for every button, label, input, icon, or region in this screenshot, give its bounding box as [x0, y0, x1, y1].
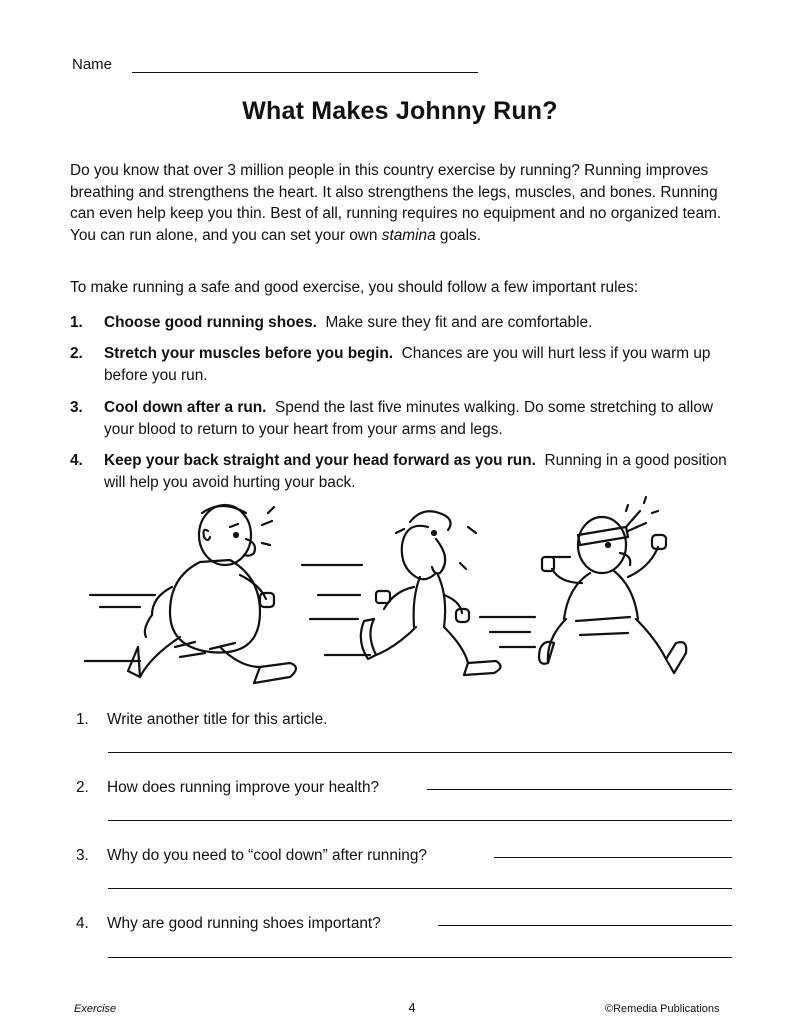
intro-paragraph	[70, 160, 730, 246]
rule-text: Make sure they fit and are comfortable.	[325, 314, 593, 331]
rule-item	[70, 312, 730, 334]
publisher-credit: ©Remedia Publications	[605, 1003, 720, 1015]
rule-number: 3.	[70, 399, 83, 416]
rule-item	[70, 343, 730, 387]
rule-item	[70, 397, 730, 441]
page-number: 4	[408, 1000, 416, 1015]
answer-line[interactable]	[427, 789, 732, 790]
intro-text-after: goals.	[435, 226, 481, 244]
intro-text-before: Do you know that over 3 million people in this country exercise by running? Running improves breathing and strengthens the heart. It also strengthens the legs, muscles, and bones. Running can even help keep you thin. Best of all, running requires no equipment and no organized team. You can run alone, and you can set your own	[70, 162, 722, 244]
rule-number: 1.	[70, 314, 83, 331]
three-runners-illustration	[80, 487, 720, 697]
rule-heading: Stretch your muscles before you begin.	[104, 345, 394, 362]
rule-heading: Keep your back straight and your head forward as you run.	[104, 452, 536, 469]
answer-line[interactable]	[494, 857, 732, 858]
answer-line[interactable]	[438, 925, 732, 926]
rule-text: Chances are you will hurt less if you warm up before you run.	[104, 345, 711, 384]
question-number: 4.	[76, 915, 89, 932]
intro-italic: stamina	[381, 226, 436, 244]
rule-heading: Choose good running shoes.	[104, 314, 317, 331]
question-number: 2.	[76, 779, 89, 796]
rule-heading: Cool down after a run.	[104, 399, 267, 416]
rule-number: 4.	[70, 452, 83, 469]
footer-section-label: Exercise	[74, 1003, 117, 1015]
question-text: Why are good running shoes important?	[107, 915, 381, 932]
rules-lead: To make running a safe and good exercise, you should follow a few important rules:	[70, 279, 639, 296]
question-text: Why do you need to “cool down” after running?	[107, 847, 427, 864]
question-number: 1.	[76, 711, 89, 728]
rule-text: Running in a good position will help you avoid hurting your back.	[104, 452, 727, 491]
question-text: Write another title for this article.	[107, 711, 328, 728]
name-line[interactable]	[132, 72, 478, 73]
question-number: 3.	[76, 847, 89, 864]
name-label: Name	[72, 56, 113, 73]
answer-line[interactable]	[108, 888, 732, 889]
rule-text: Spend the last five minutes walking. Do some stretching to allow your blood to return to your heart from your arms and legs.	[104, 399, 714, 438]
rule-number: 2.	[70, 345, 83, 362]
page-title: What Makes Johnny Run?	[242, 97, 558, 125]
answer-line[interactable]	[108, 820, 732, 821]
answer-line[interactable]	[108, 957, 732, 958]
answer-line[interactable]	[108, 752, 732, 753]
question-text: How does running improve your health?	[107, 779, 380, 796]
